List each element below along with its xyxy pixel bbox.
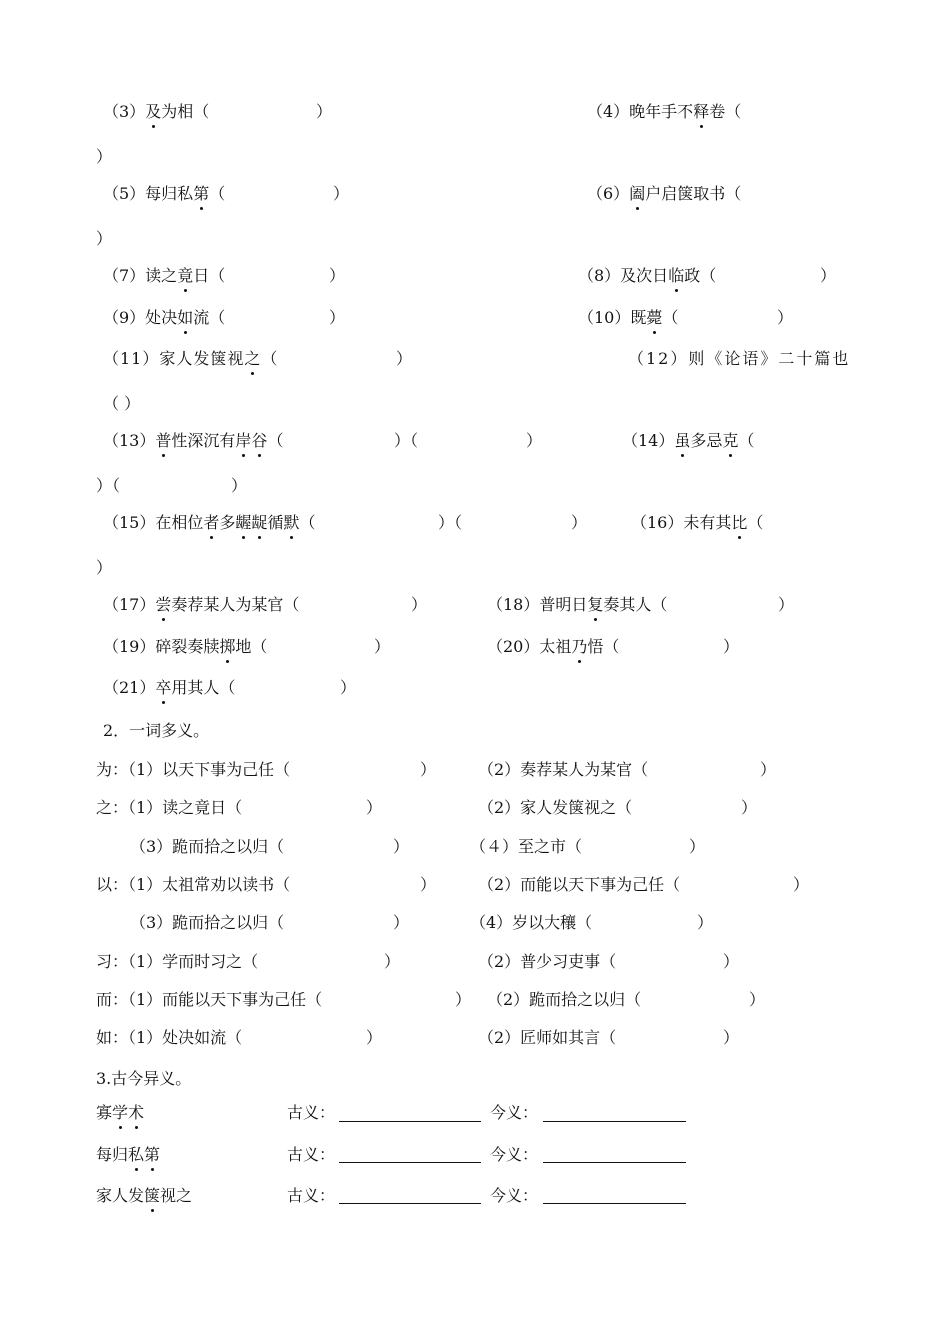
item-4: （4）晚年手不释卷（ xyxy=(587,102,742,121)
gu-blank-3[interactable] xyxy=(339,1203,481,1204)
yi-2: （2）而能以天下事为己任（ xyxy=(478,875,681,894)
item-14-close: ） xyxy=(231,476,248,495)
item-10: （10）既薨（ xyxy=(578,308,679,327)
item-7-close: ） xyxy=(329,266,346,285)
yi-2-close: ） xyxy=(793,875,810,894)
er-1: 而：（1）而能以天下事为己任（ xyxy=(96,990,323,1009)
item-8-close: ） xyxy=(820,266,837,285)
wei-2-close: ） xyxy=(760,760,777,779)
item-16-cont: ） xyxy=(96,558,113,577)
section-2-heading: 2．一词多义。 xyxy=(103,721,210,740)
yi-1: 以：（1）太祖常劝以读书（ xyxy=(96,875,291,894)
er-2-close: ） xyxy=(749,990,766,1009)
item-14: （14）虽多忌克（ xyxy=(622,431,755,450)
er-2: （2）跪而拾之以归（ xyxy=(487,990,642,1009)
item-17-close: ） xyxy=(411,595,428,614)
er-1-close: ） xyxy=(455,990,472,1009)
yi-4-close: ） xyxy=(697,913,714,932)
item-12-cont: （ ） xyxy=(103,394,141,413)
item-13-close: ） xyxy=(526,431,543,450)
term-3: 家人发箧视之 xyxy=(96,1186,193,1205)
xi-2: （2）普少习吏事（ xyxy=(478,952,617,971)
item-5-close: ） xyxy=(333,184,350,203)
jin-blank-1[interactable] xyxy=(543,1121,686,1122)
yi-4: （4）岁以大穰（ xyxy=(470,913,593,932)
gu-blank-1[interactable] xyxy=(339,1121,481,1122)
zhi-1: 之：（1）读之竟日（ xyxy=(96,798,243,817)
item-11: （11）家人发箧视之（ xyxy=(103,349,279,368)
zhi-4-close: ） xyxy=(689,837,706,856)
jin-label-1: 今义： xyxy=(490,1103,539,1122)
item-21: （21）卒用其人（ xyxy=(103,678,236,697)
item-8: （8）及次日临政（ xyxy=(578,266,717,285)
jin-label-2: 今义： xyxy=(490,1145,539,1164)
item-11-close: ） xyxy=(396,349,413,368)
item-3-close: ） xyxy=(316,102,333,121)
item-17: （17）尝奏荐某人为某官（ xyxy=(103,595,300,614)
item-7: （7）读之竟日（ xyxy=(103,266,226,285)
gu-label-2: 古义： xyxy=(287,1145,336,1164)
yi-3-close: ） xyxy=(393,913,410,932)
jin-label-3: 今义： xyxy=(490,1186,539,1205)
item-20-close: ） xyxy=(723,637,740,656)
item-15: （15）在相位者多龌龊循默（ xyxy=(103,513,316,532)
wei-1-close: ） xyxy=(420,760,437,779)
item-18: （18）普明日复奏其人（ xyxy=(487,595,668,614)
yi-3: （3）跪而拾之以归（ xyxy=(130,913,285,932)
section-3-heading: 3.古今异义。 xyxy=(96,1069,192,1088)
item-18-close: ） xyxy=(778,595,795,614)
item-10-close: ） xyxy=(777,308,794,327)
item-13-mid: ）（ xyxy=(394,431,419,450)
item-19: （19）碎裂奏牍掷地（ xyxy=(103,637,268,656)
zhi-2: （2）家人发箧视之（ xyxy=(478,798,633,817)
xi-2-close: ） xyxy=(723,952,740,971)
gu-blank-2[interactable] xyxy=(339,1162,481,1163)
zhi-1-close: ） xyxy=(366,798,383,817)
gu-label-1: 古义： xyxy=(287,1103,336,1122)
item-13: （13）普性深沉有岸谷（ xyxy=(103,431,284,450)
item-21-close: ） xyxy=(340,678,357,697)
ru-1: 如：（1）处决如流（ xyxy=(96,1028,243,1047)
zhi-4: （４）至之市（ xyxy=(470,837,583,856)
item-3: （3）及为相（ xyxy=(103,102,210,121)
term-2: 每归私第 xyxy=(96,1145,161,1164)
item-19-close: ） xyxy=(374,637,391,656)
item-6-close: ） xyxy=(96,229,113,248)
wei-2: （2）奏荐某人为某官（ xyxy=(478,760,649,779)
wei-1: 为：（1）以天下事为己任（ xyxy=(96,760,291,779)
item-15-close: ） xyxy=(571,513,588,532)
item-9: （9）处决如流（ xyxy=(103,308,226,327)
zhi-2-close: ） xyxy=(741,798,758,817)
xi-1: 习：（1）学而时习之（ xyxy=(96,952,259,971)
gu-label-3: 古义： xyxy=(287,1186,336,1205)
item-20: （20）太祖乃悟（ xyxy=(487,637,620,656)
item-9-close: ） xyxy=(329,308,346,327)
ru-2-close: ） xyxy=(723,1028,740,1047)
yi-1-close: ） xyxy=(420,875,437,894)
item-5: （5）每归私第（ xyxy=(103,184,226,203)
item-6: （6）阖户启箧取书（ xyxy=(587,184,742,203)
item-14-cont: ）（ xyxy=(96,476,121,495)
item-12: （12）则《论语》二十篇也 xyxy=(628,349,851,368)
item-4-close: ） xyxy=(96,147,113,166)
ru-2: （2）匠师如其言（ xyxy=(478,1028,617,1047)
jin-blank-3[interactable] xyxy=(543,1203,686,1204)
item-16: （16）未有其比（ xyxy=(631,513,764,532)
zhi-3: （3）跪而拾之以归（ xyxy=(130,837,285,856)
term-1: 寡学术 xyxy=(96,1103,145,1122)
xi-1-close: ） xyxy=(384,952,401,971)
ru-1-close: ） xyxy=(366,1028,383,1047)
item-15-mid: ）（ xyxy=(438,513,463,532)
zhi-3-close: ） xyxy=(393,837,410,856)
jin-blank-2[interactable] xyxy=(543,1162,686,1163)
